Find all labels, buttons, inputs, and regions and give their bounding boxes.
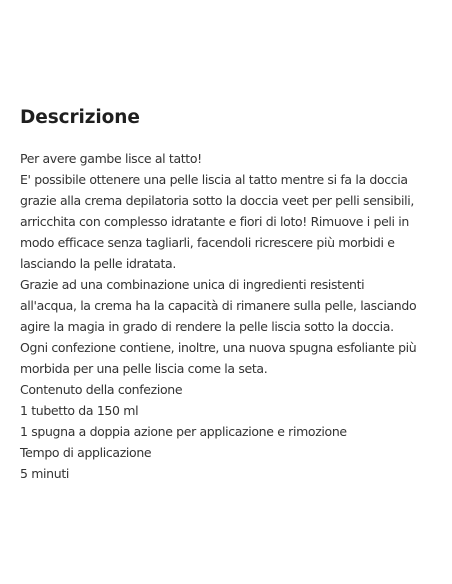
description-line: Grazie ad una combinazione unica di ingredienti resistenti	[20, 277, 365, 292]
description-line: Ogni confezione contiene, inoltre, una nuova spugna esfoliante più	[20, 340, 417, 355]
package-contents-item: 1 tubetto da 150 ml	[20, 403, 139, 418]
description-line: morbida per una pelle liscia come la seta.	[20, 361, 268, 376]
description-line: all'acqua, la crema ha la capacità di rimanere sulla pelle, lasciando	[20, 298, 417, 313]
description-line: modo efficace senza tagliarli, facendoli ricrescere più morbidi e	[20, 235, 395, 250]
description-section	[20, 104, 440, 484]
application-time-heading: Tempo di applicazione	[20, 445, 152, 460]
application-time-value: 5 minuti	[20, 466, 69, 481]
description-line: arricchita con complesso idratante e fiori di loto! Rimuove i peli in	[20, 214, 409, 229]
description-title: Descrizione	[20, 107, 140, 128]
package-contents-heading: Contenuto della confezione	[20, 382, 183, 397]
description-line: Per avere gambe lisce al tatto!	[20, 151, 202, 166]
description-line: agire la magia in grado di rendere la pelle liscia sotto la doccia.	[20, 319, 394, 334]
description-line: lasciando la pelle idratata.	[20, 256, 176, 271]
package-contents-item: 1 spugna a doppia azione per applicazione e rimozione	[20, 424, 347, 439]
description-body	[20, 148, 440, 484]
description-line: E' possibile ottenere una pelle liscia al tatto mentre si fa la doccia	[20, 172, 408, 187]
description-line: grazie alla crema depilatoria sotto la doccia veet per pelli sensibili,	[20, 193, 414, 208]
